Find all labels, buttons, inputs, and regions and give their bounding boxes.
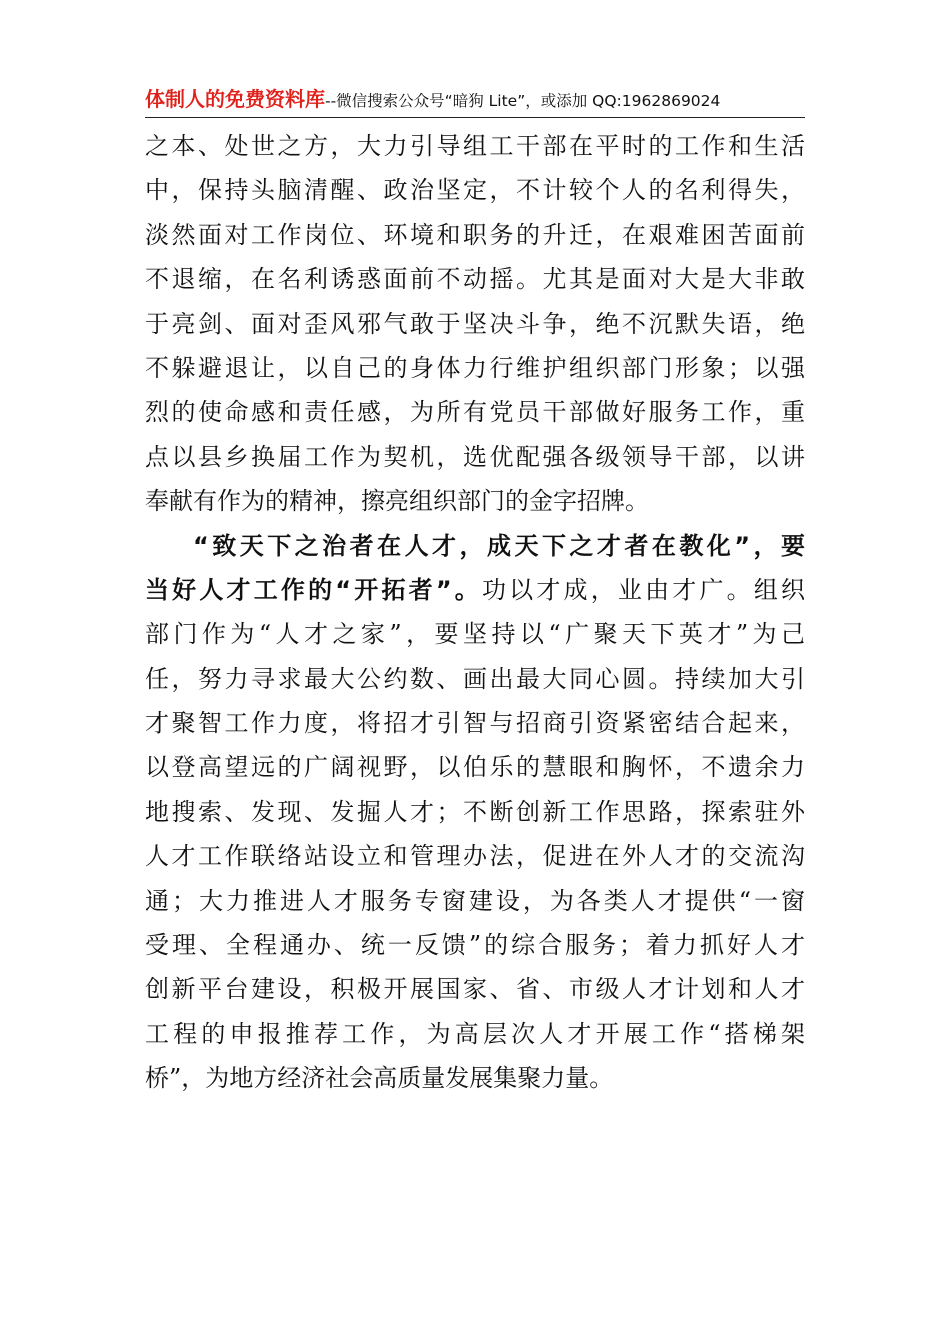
text-line: 点以县乡换届工作为契机，选优配强各级领导干部，以讲	[145, 442, 805, 471]
text-segment: 功以才成，业由才广。组织	[481, 575, 806, 604]
text-line: 受理、全程通办、统一反馈”的综合服务；着力抓好人才	[145, 931, 805, 960]
text-line: 工程的申报推荐工作，为高层次人才开展工作“搭梯架	[145, 1019, 805, 1048]
text-line: 桥”，为地方经济社会高质量发展集聚力量。	[145, 1064, 614, 1093]
section-heading-tail: 当好人才工作的“开拓者”。	[145, 575, 482, 604]
text-line: 人才工作联络站设立和管理办法，促进在外人才的交流沟	[145, 842, 805, 871]
text-line: 以登高望远的广阔视野，以伯乐的慧眼和胸怀，不遗余力	[145, 753, 805, 782]
text-line	[145, 568, 805, 612]
text-line: 才聚智工作力度，将招才引智与招商引资紧密结合起来，	[145, 709, 805, 738]
text-line: 部门作为“人才之家”，要坚持以“广聚天下英才”为己	[145, 620, 805, 649]
document-body	[145, 124, 805, 1101]
text-line: 烈的使命感和责任感，为所有党员干部做好服务工作，重	[145, 398, 805, 427]
text-line: 地搜索、发现、发掘人才；不断创新工作思路，探索驻外	[145, 797, 805, 826]
text-line: 中，保持头脑清醒、政治坚定，不计较个人的名利得失，	[145, 176, 805, 205]
text-line: 不退缩，在名利诱惑面前不动摇。尤其是面对大是大非敢	[145, 265, 805, 294]
text-line: 奉献有作为的精神，擦亮组织部门的金字招牌。	[145, 487, 649, 516]
text-line: 创新平台建设，积极开展国家、省、市级人才计划和人才	[145, 975, 805, 1004]
header-brand: 体制人的免费资料库	[145, 87, 325, 111]
text-line: 不躲避退让，以自己的身体力行维护组织部门形象；以强	[145, 353, 805, 382]
text-line: 于亮剑、面对歪风邪气敢于坚决斗争，绝不沉默失语，绝	[145, 309, 805, 338]
text-line: 任，努力寻求最大公约数、画出最大同心圆。持续加大引	[145, 664, 805, 693]
text-line: 通；大力推进人才服务专窗建设，为各类人才提供“一窗	[145, 886, 805, 915]
paragraph-2	[145, 524, 805, 1101]
paragraph-1	[145, 124, 805, 524]
section-heading-line: “致天下之治者在人才，成天下之才者在教化”，要	[193, 531, 805, 560]
header-promo: --微信搜索公众号“暗狗 Lite”，或添加 QQ:1962869024	[325, 92, 721, 110]
text-line: 淡然面对工作岗位、环境和职务的升迁，在艰难困苦面前	[145, 220, 805, 249]
page-header	[145, 84, 805, 118]
text-line: 之本、处世之方，大力引导组工干部在平时的工作和生活	[145, 132, 805, 160]
